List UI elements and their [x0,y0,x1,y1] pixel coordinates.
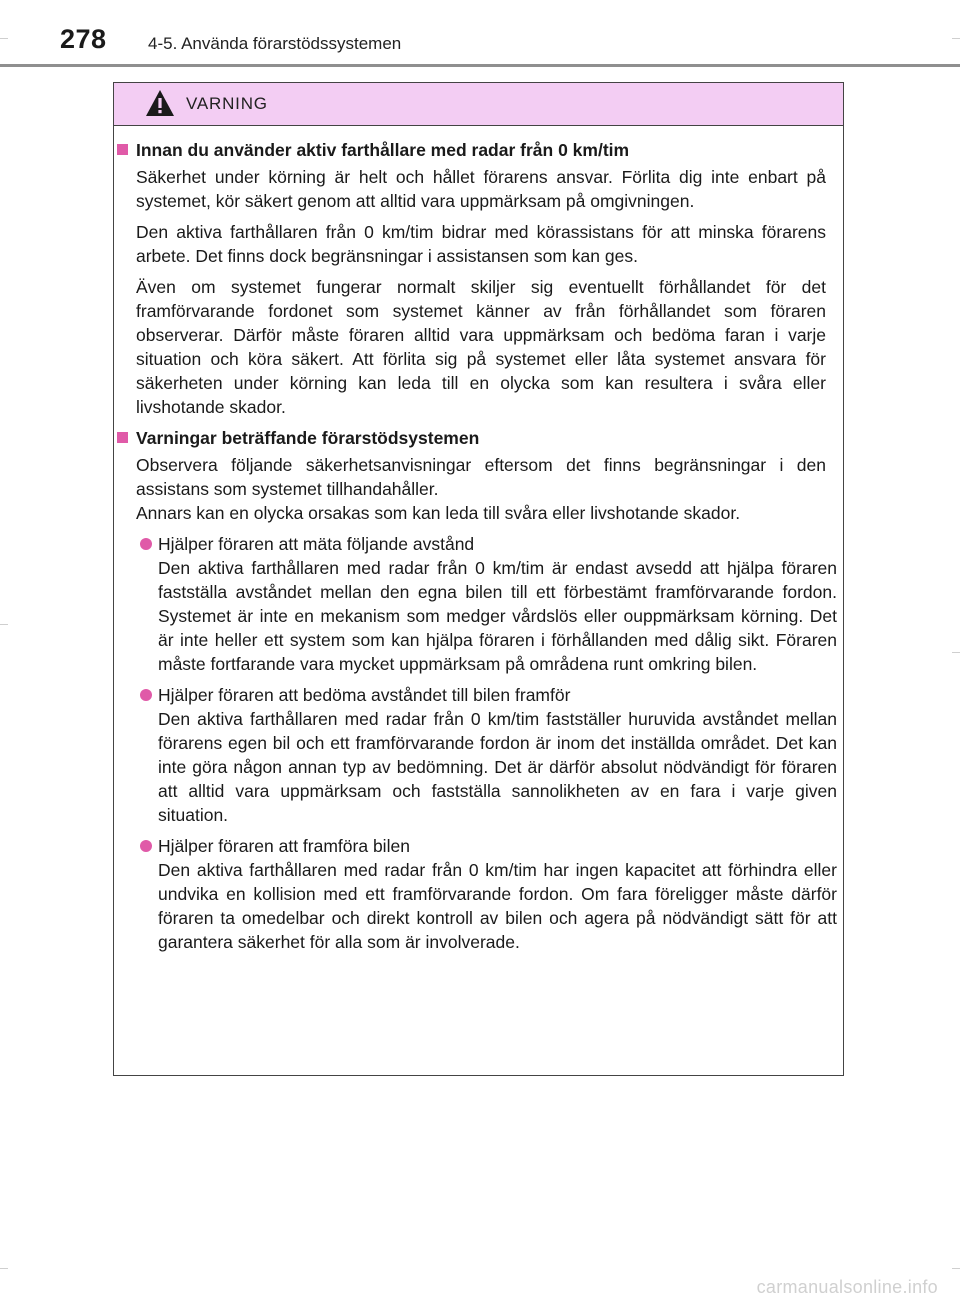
bullet-text: Den aktiva farthållaren med radar från 0 km/tim har ingen kapacitet att förhindra eller undvika en kollision med ett framförvarande fordon. Om fara föreligger måste därför föraren ta omedelbar och direkt kontroll av bilen och agera på nödvändigt sätt för att garantera säkerhet för alla som är involverade. [158,860,837,952]
header-rule [0,64,960,67]
crop-mark [0,38,8,39]
section-heading [114,138,843,162]
crop-mark [952,38,960,39]
round-bullet-icon [140,538,152,550]
paragraph: Observera följande säkerhetsanvisningar eftersom det finns begränsningar i den assistans som systemet tillhandahåller. [136,455,826,499]
section-title: 4-5. Använda förarstödssystemen [148,34,402,53]
warning-header [114,83,843,126]
section-heading-text: Varningar beträffande förarstödsystemen [136,428,480,448]
warning-label: VARNING [186,94,268,113]
paragraph: Annars kan en olycka orsakas som kan leda till svåra eller livshotande skador. [136,503,741,523]
list-item [158,683,837,827]
page-header [0,0,960,68]
page-number: 278 [60,24,107,54]
bullet-title: Hjälper föraren att framföra bilen [158,836,410,856]
bullet-text: Den aktiva farthållaren med radar från 0 km/tim fastställer huruvida avståndet mellan förarens egen bil och ett framförvarande fordon är inom det inställda området. Det kan inte göra någon annan typ av bedömning. Det är därför absolut nödvändigt för föraren att alltid vara uppmärksam och fastställa sannolikheten av en fara i varje given situation. [158,709,837,825]
paragraph: Även om systemet fungerar normalt skiljer sig eventuellt förhållandet för det framförvarande fordonet som systemet känner av från förhållandet som föraren observerar. Därför måste föraren alltid vara uppmärksam och bedöma faran i varje situation och köra säkert. Att förlita sig på systemet eller låta systemet ansvara för säkerheten under körning kan leda till en olycka som kan resultera i svåra eller livshotande skador. [136,277,826,417]
paragraph: Säkerhet under körning är helt och hållet förarens ansvar. Förlita dig inte enbart på systemet, kör säkert genom att alltid vara uppmärksam på omgivningen. [136,167,826,211]
list-item [158,532,837,676]
bullet-title: Hjälper föraren att bedöma avståndet till bilen framför [158,685,571,705]
crop-mark [952,652,960,653]
paragraph: Den aktiva farthållaren från 0 km/tim bidrar med körassistans för att minska förarens arbete. Det finns dock begränsningar i assistansen som kan ges. [136,222,826,266]
warning-box [113,82,844,1076]
warning-content [114,138,843,961]
bullet-text: Den aktiva farthållaren med radar från 0 km/tim är endast avsedd att hjälpa föraren fastställa avståndet mellan den egna bilen till ett förbestämt framförvarande fordon. Systemet är inte en mekanism som medger vårdslös eller ouppmärksam körning. Det är inte heller ett system som kan hjälpa föraren i förhållanden med dålig sikt. Föraren måste fortfarande vara mycket uppmärksam på områdena runt omkring bilen. [158,558,837,674]
watermark-logo: carmanualsonline.info [756,1277,938,1297]
square-bullet-icon [117,144,128,155]
bullet-title: Hjälper föraren att mäta följande avstånd [158,534,475,554]
round-bullet-icon [140,840,152,852]
round-bullet-icon [140,689,152,701]
section-heading-text: Innan du använder aktiv farthållare med radar från 0 km/tim [136,140,630,160]
square-bullet-icon [117,432,128,443]
list-item [158,834,837,954]
crop-mark [952,1268,960,1269]
warning-triangle-icon [145,89,175,117]
section-heading [114,426,843,450]
crop-mark [0,624,8,625]
crop-mark [0,1268,8,1269]
